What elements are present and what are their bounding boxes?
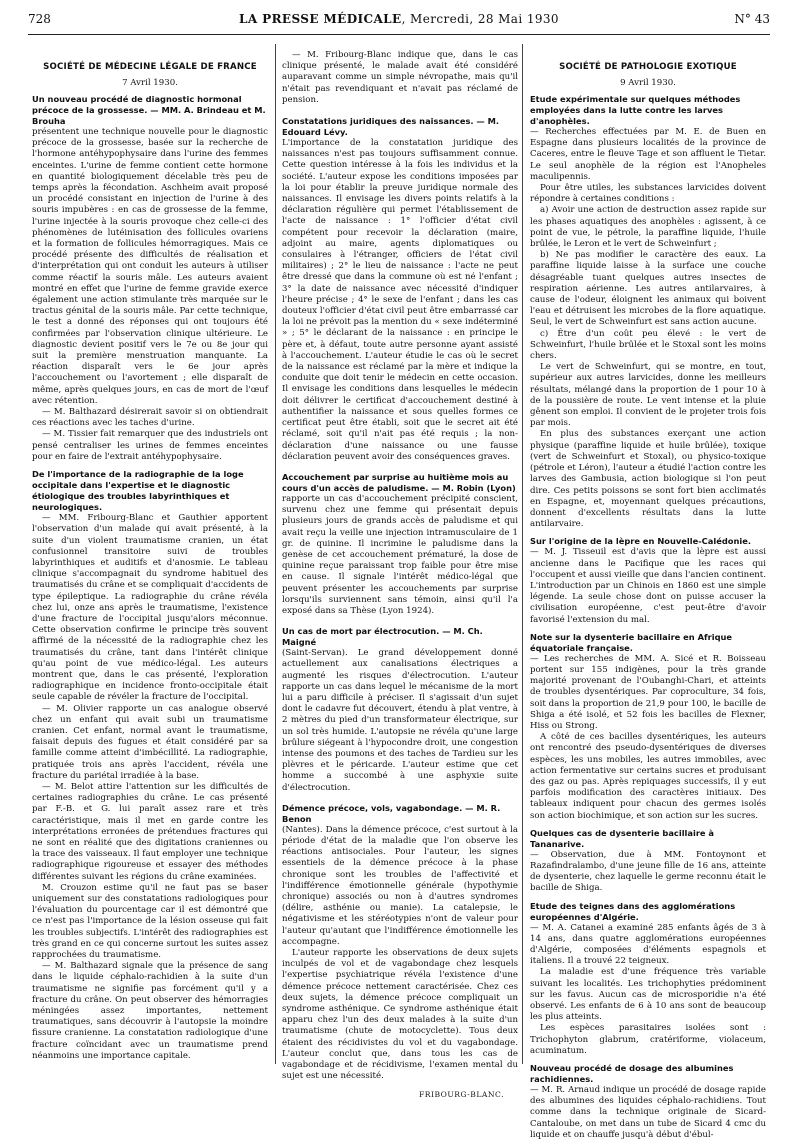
article-paragraph: Le vert de Schweinfurt, qui se montre, en tout, supérieur aux autres larvicides, donne les meilleurs résultats, mélangé dans la proportion de 1 pour 10 à de la poussière de route. Le vent intense et la pluie gênent son emploi. Il convient de le projeter trois fois par mois. [530,362,766,429]
article-paragraph: — Observation, due à MM. Fontoynont et Razafindralambo, d'une jeune fille de 16 ans, atteinte de dysenterie, chez laquelle le germe reconnu était le bacille de Shiga. [530,849,766,894]
article-paragraph: A côté de ces bacilles dysentériques, les auteurs ont rencontré des pseudo-dysentériques de diverses espèces, les uns mobiles, les autres immobiles, avec action fermentative sur certains sucres et produisant des gaz ou pas. Après repiquages successifs, il y eut parfois modification des caractères initiaux. Des tableaux indiquent pour chacun des germes isolés son action biochimique, et son action sur les sucres. [530,732,766,821]
article-paragraph: Les espèces parasitaires isolées sont : Trichophyton glabrum, cratériforme, violaceum, acuminatum. [530,1023,766,1056]
society-heading: SOCIÉTÉ DE MÉDECINE LÉGALE DE FRANCE [43,62,257,72]
article-columns [32,44,780,1140]
page-number: 728 [28,12,51,26]
article-paragraph: a) Avoir une action de destruction assez rapide sur les phases aquatiques des anophèles : agissent, à ce point de vue, le pétrole, la paraffine liquide, l'huile brûlée, le Leron et le vert de Schweinfurt ; [530,205,766,250]
article-paragraph: — M. Belot attire l'attention sur les difficultés de certaines radiographies du crâne. Le cas présenté par F.-B. et G. lui paraît assez rare et très caractéristique, mais il met en garde contre les interprétations erronées de prétendues fractures qui ne sont en réalité que des digitations craniennes ou la trace des vaisseaux. Il faut employer une technique radiographique rigoureuse et essayer des méthodes différentes suivant les régions du crâne examinées. [32,781,268,882]
journal-name: LA PRESSE MÉDICALE [239,12,402,26]
issue-date: , Mercredi, 28 Mai 1930 [401,12,559,26]
article-title: Quelques cas de dysenterie bacillaire à Tananarive. [530,827,715,849]
article-paragraph: — Recherches effectuées par M. E. de Buen en Espagne dans plusieurs localités de la province de Caceres, entre le fleuve Tage et son affluent le Tietar. Le seul anophèle de la région est l'Anopheles maculipennis. [530,127,766,182]
article-title: Sur l'origine de la lèpre en Nouvelle-Calédonie. [530,536,751,547]
article-paragraph: — M. Tissier fait remarquer que des industriels ont pensé centraliser les urines de femmes enceintes pour en faire de l'extrait antéhypophysaire. [32,429,268,462]
article-paragraph: — M. Balthazard désirerait savoir si on obtiendrait ces réactions avec les taches d'urine. [32,407,268,429]
article-paragraph: — M. R. Arnaud indique un procédé de dosage rapide des albumines des liquides céphalo-rachidiens. Tout comme dans la technique originale de Sicard-Cantaloube, on met dans un tube de Sicard 4 cmc du liquide et on chauffe jusqu'à début d'ébul- [530,1085,766,1140]
article-paragraph: (Saint-Servan). Le grand développement donné actuellement aux canalisations électriques a augmenté les risques d'électrocution. L'auteur rapporte un cas dans lequel le mécanisme de la mort lui a paru difficile à préciser. Il s'agissait d'un sujet dont le cadavre fut découvert, étendu à plat ventre, à 2 mètres du pied d'un transformateur électrique, sur un sol très humide. L'autopsie ne révéla qu'une large brûlure siégeant à l'hypocondre droit, une congestion intense des poumons et des taches de Tardieu sur les plèvres et le péricarde. L'auteur estime que cet homme a succombé à une asphyxie suite d'électrocution. [282,648,518,793]
article-paragraph: — M. A. Catanei a examiné 285 enfants âgés de 3 à 14 ans, dans quatre agglomérations européennes d'Algérie, composées d'éléments espagnols et italiens. Il a trouvé 22 teigneux. [530,922,766,967]
article-paragraph: L'auteur rapporte les observations de deux sujets inculpés de vol et de vagabondage chez lesquels l'expertise psychiatrique révéla l'existence d'une démence précoce nettement caractérisée. Chez ces deux sujets, la démence précoce compliquait un syndrome asthénique. Ce syndrome asthénique était apparu chez l'un des deux malades à la suite d'un traumatisme (chute de motocyclette). Tous deux étaient des récidivistes du vol et du vagabondage. L'auteur conclut que, dans tous les cas de vagabondage et de récidivisme, l'examen mental du sujet est une nécessité. [282,948,518,1082]
journal-title-line [28,12,770,26]
article-paragraph: — M. Olivier rapporte un cas analogue observé chez un enfant qui avait subi un traumatisme cranien. Cet enfant, normal avant le traumatisme, faisait depuis des fugues et était considéré par sa famille comme atteint d'imbécillité. La radiographie, pratiquée trois ans après l'accident, révéla une fracture du pariétal irradiée à la base. [32,703,268,781]
article-paragraph: M. Crouzon estime qu'il ne faut pas se baser uniquement sur des constatations radiologiques pour l'évaluation du pourcentage car il est démontré que ce n'est pas l'importance de la lésion osseuse qui fait les troubles subjectifs. L'intérêt des radiographies est très grand en ce qui concerne surtout les suites assez rapprochées du traumatisme. [32,882,268,961]
society-heading: SOCIÉTÉ DE PATHOLOGIE EXOTIQUE [559,62,737,72]
article-paragraph: Pour être utiles, les substances larvicides doivent répondre à certaines conditions : [530,183,766,205]
article-title: Un nouveau procédé de diagnostic hormonal précoce de la grossesse. — MM. A. Brindeau et M. Brouha [32,94,266,126]
article-paragraph: c) Être d'un coût peu élevé : le vert de Schweinfurt, l'huile brûlée et le Stoxal sont les moins chers. [530,328,766,362]
article-paragraph: — M. Fribourg-Blanc indique que, dans le cas clinique présenté, le malade avait été considéré auparavant comme un simple névropathe, mais qu'il n'était pas revendiquant et n'avait pas réclamé de pension. [282,50,518,105]
article-paragraph: — M. J. Tisseuil est d'avis que la lèpre est aussi ancienne dans le Pacifique que les races qui l'occupent et aussi vieille que dans l'ancien continent. L'introduction par un Chinois en 1860 est une simple légende. La seule chose dont on puisse accuser la civilisation européenne, c'est peut-être d'avoir favorisé l'extension du mal. [530,547,766,625]
column-3 [530,44,766,1140]
article-title: De l'importance de la radiographie de la loge occipitale dans l'expertise et le diagnostic étiologique des troubles labyrinthiques et neurologiques. [32,469,244,513]
article-title: Accouchement par surprise au huitième mois au cours d'un accès de paludisme. — M. Robin (Lyon) [282,471,516,493]
session-date: 7 Avril 1930. [122,78,178,88]
article-title: Note sur la dysenterie bacillaire en Afrique équatoriale française. [530,631,733,653]
article-title: Etude expérimentale sur quelques méthodes employées dans la lutte contre les larves d'anophèles. [530,94,741,126]
article-title: Démence précoce, vols, vagabondage. — M. R. Benon [282,802,501,824]
article-title: Un cas de mort par électrocution. — M. Ch. Maigné [282,626,483,648]
issue-number: N° 43 [734,12,770,26]
article-title: Etude des teignes dans des agglomérations européennes d'Algérie. [530,900,736,922]
article-paragraph: La maladie est d'une fréquence très variable suivant les localités. Les trichophyties prédominent sur les favus. Aucun cas de microsporidie n'a été observé. Les enfants de 6 à 10 ans sont de beaucoup les plus atteints. [530,967,766,1023]
article-paragraph: — MM. Fribourg-Blanc et Gauthier apportent l'observation d'un malade qui avait présenté, à la suite d'un violent traumatisme cranien, un état confusionnel transitoire suivi de troubles labyrinthiques et auditifs et d'anosmie. Le tableau clinique s'accompagnait du syndrome habituel des traumatisés du crâne et se compliquait d'accidents de type épileptique. La radiographie du crâne révéla chez lui, onze ans après le traumatisme, l'existence d'une fracture de l'occipital jusqu'alors méconnue. Cette observation confirme le principe très souvent affirmé de la nécessité de la radiographie chez les traumatisés du crâne, tant dans l'intérêt clinique qu'au point de vue médico-légal. Les auteurs montrent que, dans le cas présenté, l'exploration radiographique en incidence fronto-occipitale était seule capable de révéler la fracture de l'occipital. [32,513,268,703]
article-title: Constatations juridiques des naissances. — M. Edouard Lévy. [282,116,500,138]
column-2 [282,44,518,1100]
article-paragraph: présentent une technique nouvelle pour le diagnostic précoce de la grossesse, basée sur la recherche de l'hormone antéhypophysaire dans l'urine des femmes enceintes. L'urine de femme contient cette hormone en quantité biologiquement décelable très peu de temps après la fécondation. Aschheim avait proposé un procédé consistant en injection de l'urine à des souris impubères : en cas de grossesse de la femme, l'urine injectée à la souris provoque chez celle-ci des phénomènes de lutéinisation des follicules ovariens et la formation de follicules hémorragiques. Mais ce procédé présente des difficultés de réalisation et d'interprétation qui ont conduit les auteurs à utiliser comme réactif la souris mâle. Les auteurs avaient montré en effet que l'urine de femme gravide exerce également une action stimulante très marquée sur le tractus génital de la souris mâle. Par cette technique, le test a donné des réponses qui ont toujours été confirmées par l'observation clinique ultérieure. Le diagnostic devient positif vers le 7e ou 8e jour qui suit la première menstruation manquante. La réaction disparaît vers le 6e jour après l'accouchement ou l'avortement ; elle disparaît de même, après quelques jours, en cas de mort de l'œuf avec rétention. [32,127,268,406]
session-date: 9 Avril 1930. [620,78,676,88]
page-header [28,4,770,35]
article-paragraph: b) Ne pas modifier le caractère des eaux. La paraffine liquide laisse à la surface une couche désagréable tuant quelques autres insectes de respiration aérienne. Les autres antilarvaires, à cause de l'odeur, éloignent les animaux qui boivent l'eau et détruisent les microbes de la flore aquatique. Seul, le vert de Schweinfurt est sans action aucune. [530,250,766,328]
column-1 [32,44,268,1074]
article-title: Nouveau procédé de dosage des albumines rachidiennes. [530,1063,734,1085]
article-paragraph: En plus des substances exerçant une action physique (paraffine liquide et huile brûlée), toxique (vert de Schweinfurt et Stoxal), ou physico-toxique (pétrole et Léron), l'auteur a étudié l'action contre les larves des Gambusia, action biologique si l'on peut dire. Ces petits poissons se sont fort bien acclimatés en Espagne, et, moyennant quelques précautions, donnent d'excellents résultats dans la lutte antilarvaire. [530,429,766,530]
author-signature: FRIBOURG-BLANC. [418,1090,504,1100]
article-paragraph: — Les recherches de MM. A. Sicé et R. Boisseau portent sur 155 indigènes, pour la très grande majorité provenant de l'Oubanghi-Chari, et atteints de troubles dysentériques. Par coproculture, 34 fois, soit dans la proportion de 21,9 pour 100, le bacille de Shiga a été isolé, et 52 fois les bacilles de Flexner, Hiss ou Strong. [530,653,766,731]
article-paragraph: rapporte un cas d'accouchement précipité conscient, survenu chez une femme qui présentait depuis plusieurs jours de grands accès de paludisme et qui avait reçu la veille une injection intramusculaire de 1 gr. de quinine. Il incrimine le paludisme dans la genèse de cet accouchement prématuré, la dose de quinine reçue paraissant trop faible pour être mise en cause. Il signale l'intérêt médico-légal que peuvent présenter les accouchements par surprise lorsqu'ils surviennent sans témoin, ainsi qu'il l'a exposé dans sa Thèse (Lyon 1924). [282,493,518,616]
article-paragraph: (Nantes). Dans la démence précoce, c'est surtout à la période d'état de la maladie que l'on observe les réactions antisociales. Pour l'auteur, les signes essentiels de la démence précoce à la phase chronique sont les troubles de l'affectivité et l'indifférence émotionnelle générale (hypothymie chronique) associés ou non à d'autres syndromes (délire, asthénie ou manie). La catalepsie, le négativisme et les stéréotypies n'ont de valeur pour l'auteur qu'autant que l'indifférence émotionnelle les accompagne. [282,824,518,947]
article-paragraph: — M. Balthazard signale que la présence de sang dans le liquide céphalo-rachidien à la suite d'un traumatisme ne signifie pas forcément qu'il y a fracture du crâne. On peut observer des hémorragies méningées assez importantes, nettement traumatiques, sans découvrir à l'autopsie la moindre fissure cranienne. La constatation radiologique d'une fracture coïncidant avec un traumatisme prend néanmoins une importance capitale. [32,961,268,1061]
article-paragraph: L'importance de la constatation juridique des naissances n'est pas toujours suffisamment connue. Cette question intéresse à la fois les individus et la société. L'auteur expose les conditions imposées par la loi pour établir la preuve juridique normale des naissances. Il envisage les divers points relatifs à la déclaration régulière qui permet l'établissement de l'acte de naissance : 1° l'officier d'état civil compétent pour recevoir la déclaration (maire, adjoint au maire, agents diplomatiques ou consulaires à l'étranger, officiers de l'état civil militaires) ; 2° le lieu de naissance : l'acte ne peut être dressé que dans la commune où est né l'enfant ; 3° la date de naissance avec nécessité d'indiquer l'heure précise ; 4° le sexe de l'enfant ; dans les cas douteux l'officier d'état civil peut être embarrassé car la loi ne prévoit pas la mention du « sexe indéterminé » ; 5° le déclarant de la naissance : en principe le père et, à défaut, toute autre personne ayant assisté à l'accouchement. L'auteur étudie le cas où le secret de la naissance est réclamé par la mère et indique la conduite que doit tenir le médecin en cette occasion. Il envisage les conditions dans lesquelles le médecin doit délivrer le certificat d'accouchement destiné à authentifier la naissance et sous quelles formes ce certificat peut être établi, soit que le secret ait été réclamé, soit qu'il n'ait pas été requis ; la non-déclaration d'une naissance ou une fausse déclaration peuvent avoir des conséquences graves. [282,138,518,462]
